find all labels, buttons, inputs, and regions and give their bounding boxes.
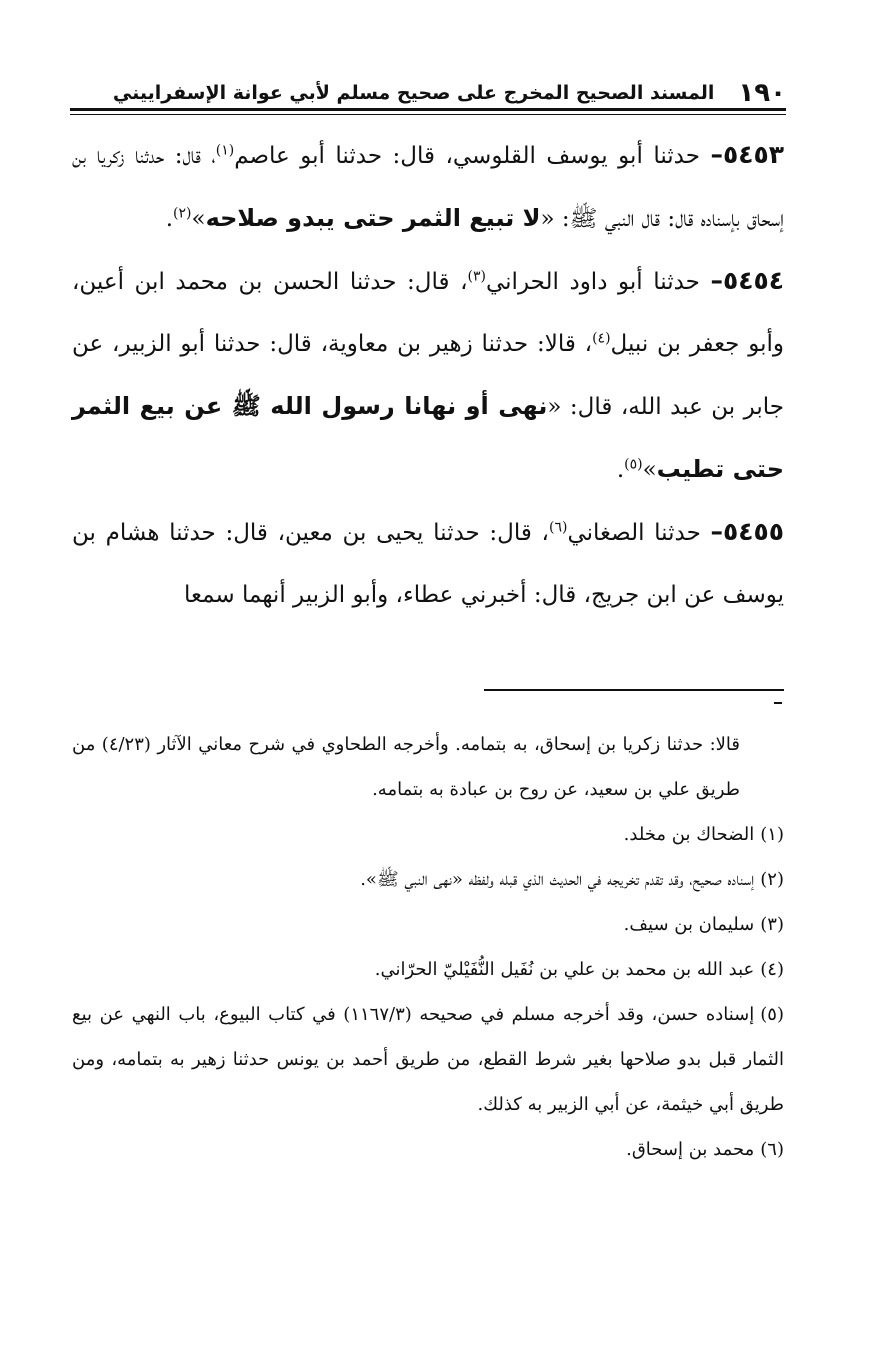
header-rule-thin — [70, 114, 786, 115]
hadith-text: ، قال: حدثنا يحيى بن معين، قال: حدثنا هشام بن يوسف عن ابن جريج، قال: أخبرني عطاء، وأبو الزبير أنهما سمعا — [72, 520, 784, 608]
main-text — [72, 124, 784, 626]
footnote-label: (٦) — [760, 1139, 784, 1160]
hadith-dash: – — [710, 517, 723, 546]
running-title: المسند الصحيح المخرج على صحيح مسلم لأبي عوانة الإسفراييني — [112, 82, 715, 104]
footnote-2 — [72, 857, 784, 902]
footnote-label: (٢) — [760, 869, 784, 890]
footnote-text: سليمان بن سيف. — [623, 914, 755, 935]
footnote-6 — [72, 1127, 784, 1172]
page-header — [70, 72, 786, 108]
footnote-text: عبد الله بن محمد بن علي بن نُفَيل النُّفَيْليّ الحرّاني. — [374, 959, 755, 980]
footnote-label: (٤) — [760, 959, 784, 980]
hadith-text: ، قال: حدثنا الحسن بن محمد ابن أعين، وأبو جعفر بن نبيل — [72, 269, 784, 357]
footnote-label: (١) — [760, 824, 784, 845]
hadith-text: حدثنا أبو يوسف القلوسي، قال: حدثنا أبو عاصم — [234, 143, 711, 169]
footnote-text: الضحاك بن مخلد. — [623, 824, 755, 845]
footnote-text: إسناده حسن، وقد أخرجه مسلم في صحيحه (١١٦٧/٣) في كتاب البيوع، باب النهي عن بيع الثمار قبل بدو صلاحها بغير شرط القطع، من طريق أحمد بن يونس حدثنا زهير به بتمامه، ومن طريق أبي خيثمة، عن أبي الزبير به كذلك. — [72, 1004, 784, 1115]
hadith-text: حدثنا أبو داود الحراني — [485, 269, 711, 295]
hadith-matn: نهى أو نهانا رسول الله ﷺ عن بيع الثمر حتى تطيب — [72, 392, 784, 483]
hadith-text: حدثنا الصغاني — [567, 520, 711, 546]
footnote-text: إسناده صحيح، وقد تقدم تخريجه في الحديث الذي قبله ولفظه «نهى النبي ﷺ». — [360, 869, 755, 890]
footnote-continuation-mark — [774, 702, 782, 704]
footnote-label: (٣) — [760, 914, 784, 935]
hadith-number: ٥٤٥٤ — [722, 266, 784, 295]
hadith-text: ، قالا: حدثنا زهير بن معاوية، قال: حدثنا أبو الزبير، عن جابر بن عبد الله، قال: « — [72, 331, 784, 420]
footnote-ref: (٢) — [173, 205, 192, 222]
hadith-text: ، قال: حدثنا زكريا بن إسحاق بإسناده قال: قال النبي ﷺ: « — [72, 143, 784, 232]
hadith-text: . — [616, 457, 625, 483]
footnote-label: (٥) — [760, 1004, 784, 1025]
footnote-5 — [72, 992, 784, 1127]
hadith-dash: – — [710, 266, 723, 295]
hadith-5454 — [72, 250, 784, 501]
header-rule-thick — [70, 108, 786, 111]
hadith-text: . — [165, 206, 174, 232]
footnote-ref: (١) — [215, 142, 235, 159]
hadith-text: » — [642, 457, 657, 483]
hadith-dash: – — [710, 140, 723, 169]
footnote-ref: (٥) — [624, 456, 643, 473]
footnote-ref: (٦) — [549, 519, 568, 536]
footnote-3 — [72, 902, 784, 947]
footnote-1 — [72, 812, 784, 857]
footnote-4 — [72, 947, 784, 992]
hadith-text: » — [191, 206, 206, 232]
footnote-text: محمد بن إسحاق. — [626, 1139, 755, 1160]
hadith-number: ٥٤٥٣ — [722, 140, 784, 169]
footnote-separator — [484, 689, 784, 691]
footnote-continuation: قالا: حدثنا زكريا بن إسحاق، به بتمامه. وأخرجه الطحاوي في شرح معاني الآثار (٤/٢٣) من طريق علي بن سعيد، عن روح بن عبادة به بتمامه. — [72, 734, 741, 800]
hadith-number: ٥٤٥٥ — [722, 517, 785, 546]
footnote-ref: (٣) — [467, 268, 486, 285]
hadith-matn: لا تبيع الثمر حتى يبدو صلاحه — [205, 204, 541, 232]
footnote-ref: (٤) — [592, 330, 611, 347]
hadith-5455 — [72, 501, 784, 626]
footnotes — [72, 722, 784, 1172]
hadith-5453 — [72, 124, 784, 250]
page-number: ١٩٠ — [738, 78, 786, 108]
